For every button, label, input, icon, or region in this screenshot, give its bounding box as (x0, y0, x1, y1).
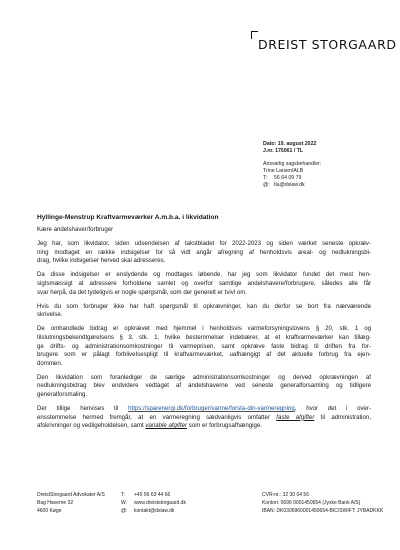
footer-contact (121, 492, 186, 516)
paragraph-line (37, 422, 371, 431)
variable-afgifter-emphasis: variable afgifter (145, 422, 188, 430)
paragraph-line: Da disse indsigelser er enslydende og modtages løbende, har jeg som likvidator fundet det mest hen- (37, 271, 371, 279)
paragraph-line: dommen. (37, 359, 63, 367)
footer-email-label: @: (121, 507, 128, 514)
paragraph-1 (37, 240, 371, 266)
paragraph-6 (37, 405, 371, 431)
paragraph-line: ge drifts- og administrationsomkostninger til varmeprisen, samt opkræve faste bidrag til driften fra for- (37, 342, 371, 350)
paragraph-4 (37, 325, 371, 368)
paragraph-line (37, 414, 371, 423)
paragraph-line (37, 405, 371, 414)
paragraph-line: brugere som er pålagt forbliveIsespligt til kraftvarmeværket, uafhængigt af det aktuelle forbrug fra ejen- (37, 351, 371, 359)
paragraph-line: Jeg har, som likvidator, siden udsendelsen af takstbladet for 2022-2023 og siden værket seneste opkræv- (37, 240, 371, 248)
phone-label: T: (263, 175, 268, 182)
footer-registration (262, 492, 383, 516)
text-fragment: afskrivninger og vedligeholdelsen, samt (37, 422, 146, 430)
footer-iban: IBAN: DK0306960001450654-BIC/SWIFT: JYBADKKK (262, 507, 384, 514)
responsible-name: Trine Larsen/ALB (263, 168, 304, 175)
paragraph-2 (37, 271, 371, 297)
footer-city: 4600 Køge (37, 507, 62, 514)
paragraph-line: skrivelse. (37, 311, 63, 319)
text-fragment: , hvor det i over- (294, 405, 371, 413)
letter-meta (263, 141, 321, 190)
footer-company: DreistStorgaard Advokater A/S (37, 492, 105, 498)
paragraph-line: Den likvidation som foranlediger de særlige administrationsomkostninger og derved opkrævningen af (37, 373, 371, 381)
greeting-text: Kære andelshaver/forbruger (37, 226, 114, 233)
footer-web (121, 500, 186, 508)
paragraph-line: nedlukningsbidrag blev endvidere vedtaget af andelshaverne ved seneste generalforsamling og tidligere (37, 382, 371, 390)
text-fragment: Der tillige henvises til (37, 405, 129, 413)
footer-email (121, 508, 186, 516)
phone-value: 56 64 09 79 (274, 175, 302, 182)
footer-address (37, 492, 105, 516)
footer-cvr: CVR-nr.: 32 30 04 56 (262, 492, 309, 498)
email-value[interactable]: tla@dslaw.dk (274, 182, 305, 189)
paragraph-line: ning modtaget en række indsigelser for så vidt angår afregning af henholdsvis areal- og nedlukningsbi- (37, 248, 371, 256)
paragraph-line: De omhandlede bidrag er opkrævet med hjemmel i henholdsvis varmeforsyningslovens § 20, stk. 1 og (37, 325, 371, 333)
footer-phone-value: +45 56 63 44 66 (134, 492, 171, 498)
footer-phone (121, 492, 186, 500)
sparenergi-link[interactable]: https://sparenergi.dk/forbruger/varme/forsta-din-varmeregning (128, 405, 295, 413)
text-fragment: ensstemmelse hermed fremgår, at en varmeregning sædvanligvis omfatter (37, 413, 277, 421)
footer-web-label: W: (121, 499, 128, 506)
footer-street: Bag Haverne 32 (37, 499, 74, 506)
paragraph-line: svar herpå, da det tydeligvis er nogle spørgsmål, som der generelt er tvivl om. (37, 288, 247, 296)
paragraph-line: tilslutningsbekendtgørelsens § 3, stk. 1, hvilke bestemmelser indebærer, at et kraftvarmeværker kan tillæg- (37, 333, 371, 341)
paragraph-line: sigtsmæssigt at adressere forholdene samlet og overfor samtlige andelshavere/forbrugere, således alle får (37, 279, 371, 287)
paragraph-line: drag, hvilke indsigelser herved skal adresseres. (37, 257, 166, 265)
email-label: @: (263, 182, 270, 189)
paragraph-3 (37, 303, 371, 320)
logo-text: DREIST STORGAARD (258, 37, 397, 52)
responsible-label: Ansvarlig sagsbehandler: (263, 161, 322, 168)
journal-number: J.nr. 175061 / TL (263, 148, 304, 155)
paragraph-line: generalforsmaling. (37, 391, 88, 398)
greeting (37, 226, 371, 235)
text-fragment: som er forbrugsafhængige. (187, 422, 262, 430)
footer-web-link[interactable]: www.dreiststorgaard.dk (134, 499, 186, 506)
logo-corner-mark (251, 31, 258, 39)
footer-account: Konton: 0696 0001450654 (Jyske Bank A/S) (262, 499, 361, 506)
faste-afgifter-emphasis: faste afgifter (276, 413, 315, 421)
text-fragment: til administration, (314, 413, 371, 421)
company-logo (251, 31, 397, 67)
footer-email-link[interactable]: kontakt@dslaw.dk (134, 507, 175, 514)
letter-body (37, 226, 371, 436)
email-line (263, 182, 321, 189)
footer-phone-label: T: (121, 492, 125, 498)
paragraph-5 (37, 374, 371, 400)
phone-line (263, 175, 321, 182)
letter-date: Dato: 19. august 2022 (263, 141, 317, 147)
letter-subject: Hyllinge-Menstrup Kraftvarmeværker A.m.b.a. i likvidation (37, 214, 219, 221)
paragraph-line: Hvis du som forbruger ikke har haft spørgsmål til opkrævninger, kan du derfor se bort fra nærværende (37, 302, 371, 310)
